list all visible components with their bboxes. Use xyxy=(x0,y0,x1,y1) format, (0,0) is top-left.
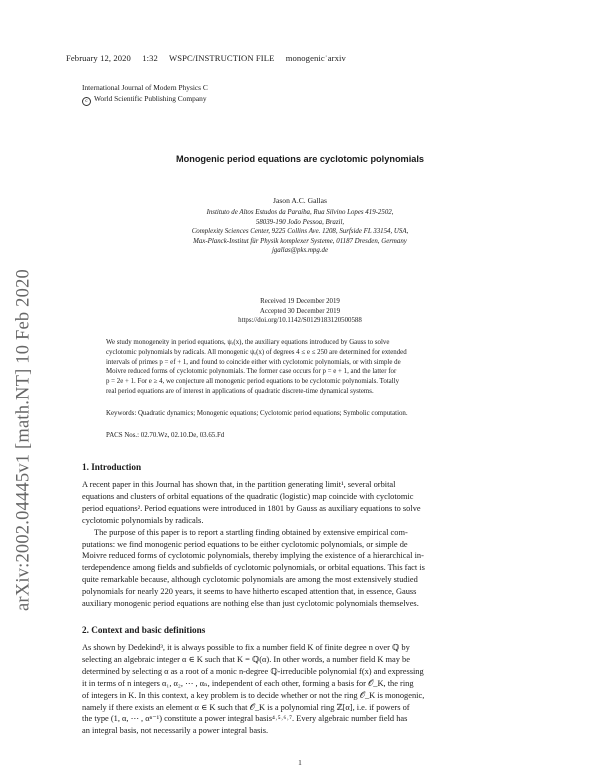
page-number: 1 xyxy=(298,758,302,767)
body-line: The purpose of this paper is to report a startling finding obtained by extensive empirical com- xyxy=(94,527,408,537)
running-header xyxy=(66,53,355,63)
section-body-context xyxy=(82,642,522,737)
body-line: polynomials for nearly 220 years, it seems to have hitherto escaped attention that, in essence, Gauss xyxy=(82,587,417,597)
body-line: cyclotomic polynomials by radicals. xyxy=(82,515,204,525)
copyright-icon: c xyxy=(82,97,91,106)
abstract xyxy=(106,338,496,397)
header-file: WSPC/INSTRUCTION FILE xyxy=(168,53,275,63)
body-line: putations: we find monogenic period equations to be either cyclotomic polynomials, or simple de xyxy=(82,539,408,549)
section-body-introduction xyxy=(82,479,522,610)
body-line: period equations². Period equations were introduced in 1801 by Gauss as auxiliary equations to solve xyxy=(82,503,421,513)
keywords: Keywords: Quadratic dynamics; Monogenic equations; Cyclotomic period equations; Symbolic computation. xyxy=(106,410,408,417)
abstract-line: intervals of primes p = ef + 1, and found to coincide either with cyclotomic polynomials, or with simple de xyxy=(106,358,401,366)
abstract-line: real period equations are of interest in applications of quadratic discrete-time dynamical systems. xyxy=(106,387,374,395)
affiliation-line: Complexity Sciences Center, 9225 Collins Ave. 1208, Surfside FL 33154, USA, xyxy=(191,228,409,236)
abstract-line: We study monogeneity in period equations, ψₑ(x), the auxiliary equations introduced by Gauss to solve xyxy=(106,339,390,346)
body-line: auxiliary monogenic period equations are nothing else than just cyclotomic polynomials themselves. xyxy=(82,599,419,609)
arxiv-label: arXiv:2002.04445v1 [math.NT] 10 Feb 2020 xyxy=(13,269,34,611)
body-line: terdependence among fields and subfields of cyclotomic polynomials, or orbital equations. This fact is xyxy=(82,563,425,573)
publication-dates xyxy=(0,297,600,326)
affiliations xyxy=(120,208,480,256)
author-email: jgallas@pks.mpg.de xyxy=(271,247,329,255)
author: Jason A.C. Gallas xyxy=(273,196,327,205)
affiliation-line: Max-Planck-Institut für Physik komplexer Systeme, 01187 Dresden, Germany xyxy=(193,237,407,245)
abstract-line: p = 2e + 1. For e ≥ 4, we conjecture all monogenic period equations to be cyclotomic polynomials. Totally xyxy=(106,378,400,386)
abstract-line: Moivre reduced forms of cyclotomic polynomials. The former case occurs for p = e + 1, and the latter for xyxy=(106,368,397,376)
pacs-numbers: PACS Nos.: 02.70.Wz, 02.10.De, 03.65.Fd xyxy=(106,432,225,439)
body-line: the type (1, α, ⋯ , αⁿ⁻¹) constitute a power integral basis⁴˒⁵˒⁶˒⁷. Every algebraic number field has xyxy=(82,714,408,724)
header-time: 1:32 xyxy=(142,53,158,63)
body-line: As shown by Dedekind³, it is always possible to fix a number field K of finite degree n over ℚ by xyxy=(82,643,410,652)
journal-publisher: World Scientific Publishing Company xyxy=(94,94,207,103)
received-date: Received 19 December 2019 xyxy=(260,298,340,305)
body-line: an integral basis, not necessarily a power integral basis. xyxy=(82,726,269,736)
body-line: it in terms of n integers α₁, α₂, ⋯ , αₙ, independent of each other, forming a basis for 𝒪_K, the ring xyxy=(82,678,414,688)
doi-link[interactable]: https://doi.org/10.1142/S0129183120500588 xyxy=(238,317,362,325)
body-line: of integers in K. In this context, a key problem is to decide whether or not the ring 𝒪_K is monogenic, xyxy=(82,690,425,700)
paper-title: Monogenic period equations are cyclotomic polynomials xyxy=(175,154,425,164)
affiliation-line: 58039-190 João Pessoa, Brazil, xyxy=(255,218,345,226)
journal-info xyxy=(82,82,208,106)
affiliation-line: Instituto de Altos Estudos da Paraíba, Rua Silvino Lopes 419-2502, xyxy=(206,209,394,216)
body-line: equations and clusters of orbital equations of the quadratic (logistic) map coincide with cyclotomic xyxy=(82,491,414,501)
section-heading-context: 2. Context and basic definitions xyxy=(82,625,206,635)
body-line: selecting an algebraic integer α ∈ K such that K = ℚ(α). In other words, a number field K may be xyxy=(82,654,410,664)
header-name: monogenic˙arxiv xyxy=(285,53,346,63)
abstract-line: cyclotomic polynomials by radicals. All monogenic ψₑ(x) of degrees 4 ≤ e ≤ 250 are determined for extended xyxy=(106,348,407,356)
body-line: namely if there exists an element α ∈ K such that 𝒪_K is a polynomial ring ℤ[α], i.e. if powers of xyxy=(82,702,410,712)
header-date: February 12, 2020 xyxy=(66,53,131,63)
accepted-date: Accepted 30 December 2019 xyxy=(259,307,341,315)
section-heading-introduction: 1. Introduction xyxy=(82,462,142,472)
body-line: Moivre reduced forms of cyclotomic polynomials, thereby implying the existence of a hierarchical in- xyxy=(82,551,424,561)
journal-publisher-line xyxy=(82,93,208,106)
arxiv-stamp xyxy=(4,180,44,700)
journal-name: International Journal of Modern Physics C xyxy=(82,83,208,92)
body-line: determined by selecting α as a root of a monic n-degree ℚ-irreducible polynomial f(x) and expressing xyxy=(82,666,424,676)
body-line: quite remarkable because, although cyclotomic polynomials are among the most extensively studied xyxy=(82,575,418,585)
body-line: A recent paper in this Journal has shown that, in the partition generating limit¹, several orbital xyxy=(82,480,396,489)
